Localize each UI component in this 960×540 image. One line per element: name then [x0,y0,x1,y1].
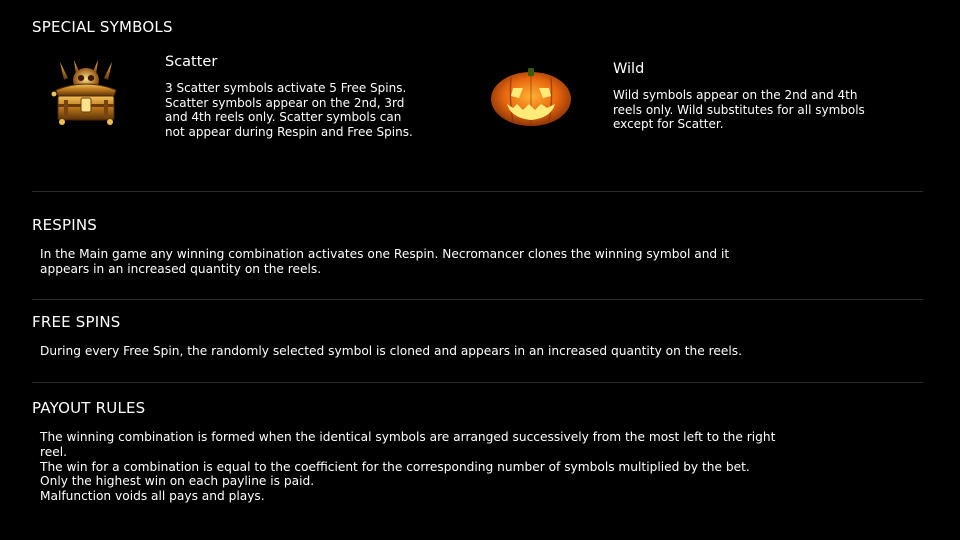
wild-description-line: reels only. Wild substitutes for all symbols [613,102,865,117]
scatter-title: Scatter [165,54,218,70]
wild-description-line: except for Scatter. [613,117,724,132]
respins-description [40,247,930,277]
wild-description-line: Wild symbols appear on the 2nd and 4th [613,88,858,102]
respins-heading: RESPINS [32,216,98,234]
section-divider [32,191,923,192]
treasure-chest-icon [50,56,122,126]
free-spins-line: During every Free Spin, the randomly selected symbol is cloned and appears in an increased quantity on the reels. [40,344,742,358]
section-divider [32,382,923,383]
payout-rules-line: Only the highest win on each payline is paid. [40,474,315,489]
respins-line: In the Main game any winning combination activates one Respin. Necromancer clones the winning symbol and it [40,247,730,261]
free-spins-heading: FREE SPINS [32,313,121,331]
wild-title: Wild [613,61,645,77]
scatter-description-line: 3 Scatter symbols activate 5 Free Spins. [165,81,407,95]
scatter-description-line: and 4th reels only. Scatter symbols can [165,110,402,125]
free-spins-description [40,344,930,359]
scatter-description-line: Scatter symbols appear on the 2nd, 3rd [165,95,405,110]
section-divider [32,299,923,300]
respins-line: appears in an increased quantity on the reels. [40,261,322,276]
payout-rules-line: The winning combination is formed when the identical symbols are arranged successively from the most left to the right [40,430,776,444]
payout-rules-heading: PAYOUT RULES [32,399,146,417]
special-symbols-heading: SPECIAL SYMBOLS [32,18,173,36]
scatter-description [165,81,485,139]
payout-rules-line: reel. [40,444,67,459]
payout-rules-line: Malfunction voids all pays and plays. [40,489,265,504]
jack-o-lantern-icon [489,66,573,128]
payout-rules-description [40,430,930,504]
wild-description [613,88,933,132]
payout-rules-line: The win for a combination is equal to the coefficient for the corresponding number of symbols multiplied by the bet. [40,459,750,474]
scatter-description-line: not appear during Respin and Free Spins. [165,124,413,139]
